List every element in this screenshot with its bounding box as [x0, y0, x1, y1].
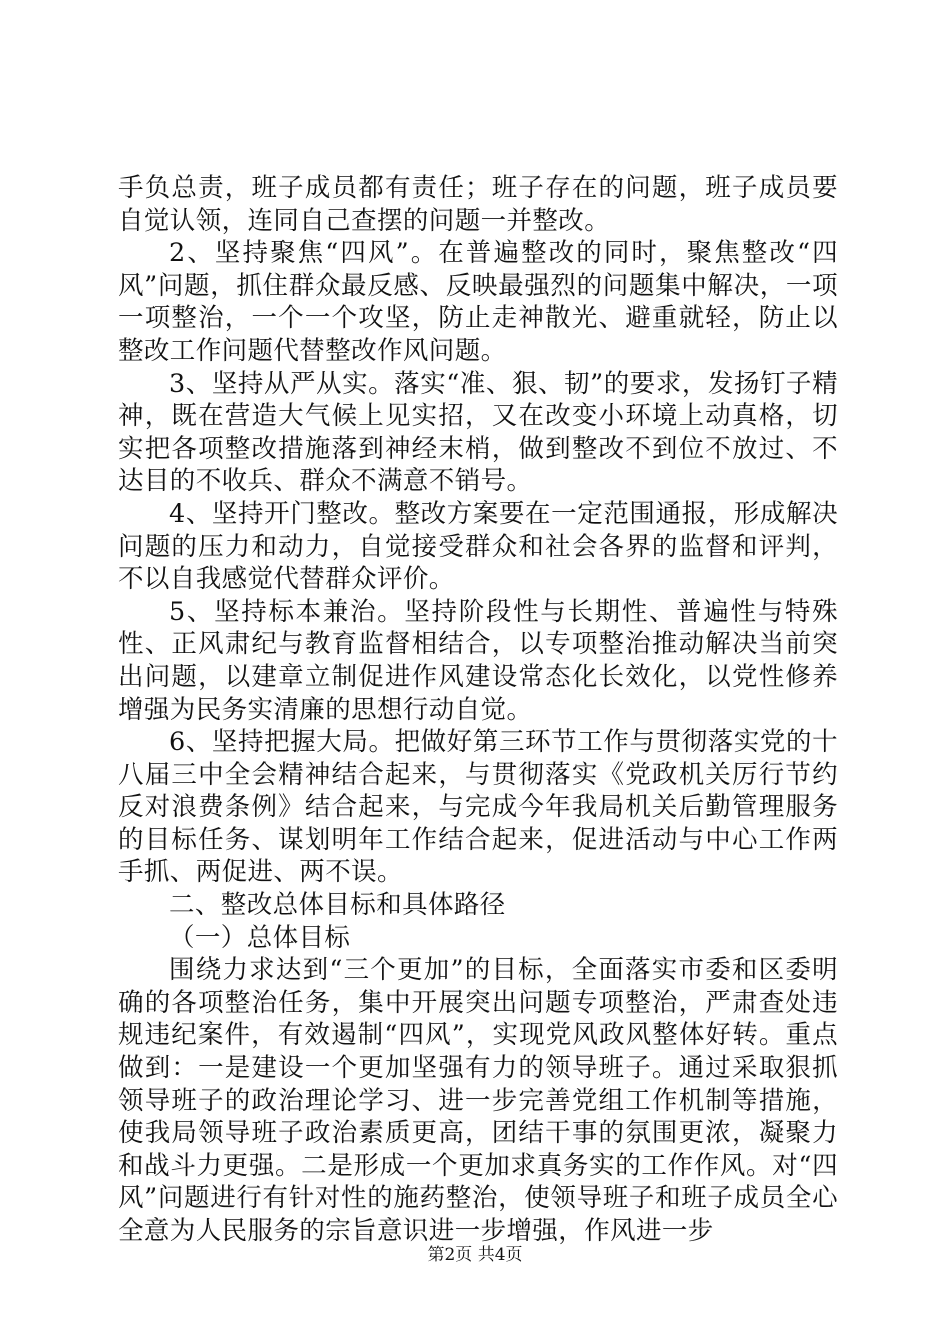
paragraph-2: 2、坚持聚焦“四风”。在普遍整改的同时，聚焦整改“四风”问题，抓住群众最反感、反映最强烈的问题集中解决，一项一项整治，一个一个攻坚，防止走神散光、避重就轻，防止以整改工作问题代替整改作风问题。 [118, 238, 838, 366]
page-footer: 第2页 共4页 [427, 1245, 523, 1265]
document-body [118, 172, 838, 1248]
paragraph-1: 手负总责，班子成员都有责任；班子存在的问题，班子成员要自觉认领，连同自己查摆的问题一并整改。 [118, 173, 838, 236]
section-heading: 二、整改总体目标和具体路径 [169, 890, 506, 921]
subsection-heading: （一）总体目标 [169, 922, 351, 953]
paragraph-3: 3、坚持从严从实。落实“准、狠、韧”的要求，发扬钉子精神，既在营造大气候上见实招，又在改变小环境上动真格，切实把各项整改措施落到神经末梢，做到整改不到位不放过、不达目的不收兵、群众不满意不销号。 [118, 368, 838, 497]
paragraph-4: 4、坚持开门整改。整改方案要在一定范围通报，形成解决问题的压力和动力，自觉接受群众和社会各界的监督和评判，不以自我感觉代替群众评价。 [118, 498, 838, 595]
paragraph-5: 5、坚持标本兼治。坚持阶段性与长期性、普遍性与特殊性、正风肃纪与教育监督相结合，以专项整治推动解决当前突出问题，以建章立制促进作风建设常态化长效化，以党性修养增强为民务实清廉的思想行动自觉。 [118, 596, 838, 725]
paragraph-7: 围绕力求达到“三个更加”的目标，全面落实市委和区委明确的各项整治任务，集中开展突出问题专项整治，严肃查处违规违纪案件，有效遏制“四风”，实现党风政风整体好转。重点做到：一是建设一个更加坚强有力的领导班子。通过采取狠抓领导班子的政治理论学习、进一步完善党组工作机制等措施，使我局领导班子政治素质更高，团结干事的氛围更浓，凝聚力和战斗力更强。二是形成一个更加求真务实的工作作风。对“四风”问题进行有针对性的施药整治，使领导班子和班子成员全心全意为人民服务的宗旨意识进一步增强，作风进一步 [118, 955, 838, 1246]
paragraph-6: 6、坚持把握大局。把做好第三环节工作与贯彻落实党的十八届三中全会精神结合起来，与贯彻落实《党政机关厉行节约反对浪费条例》结合起来，与完成今年我局机关后勤管理服务的目标任务、谋划明年工作结合起来，促进活动与中心工作两手抓、两促进、两不误。 [118, 727, 838, 888]
